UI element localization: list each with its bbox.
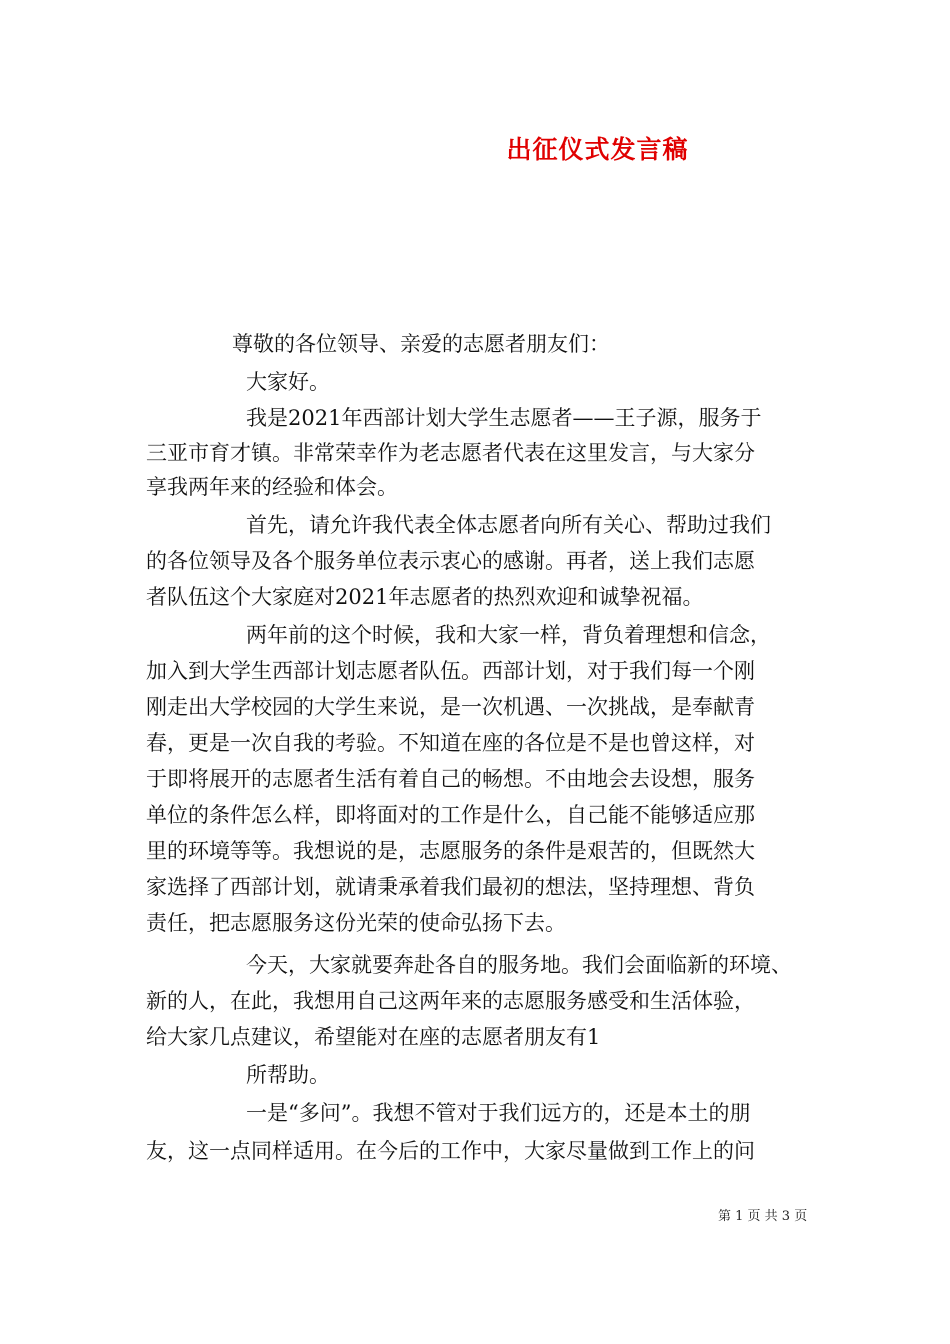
paragraph-line: 友，这一点同样适用。在今后的工作中，大家尽量做到工作上的问 bbox=[146, 1139, 755, 1163]
paragraph-line: 于即将展开的志愿者生活有着自己的畅想。不由地会去设想，服务 bbox=[146, 767, 755, 791]
paragraph-line: 三亚市育才镇。非常荣幸作为老志愿者代表在这里发言，与大家分 bbox=[146, 441, 755, 465]
paragraph-line: 责任，把志愿服务这份光荣的使命弘扬下去。 bbox=[146, 911, 566, 935]
paragraph-line: 加入到大学生西部计划志愿者队伍。西部计划，对于我们每一个刚 bbox=[146, 659, 755, 683]
paragraph-line: 首先，请允许我代表全体志愿者向所有关心、帮助过我们 bbox=[246, 513, 771, 537]
page-number: 第 1 页 共 3 页 bbox=[718, 1209, 808, 1224]
paragraph-line: 者队伍这个大家庭对2021年志愿者的热烈欢迎和诚挚祝福。 bbox=[146, 585, 704, 609]
paragraph-line: 我是2021年西部计划大学生志愿者——王子源，服务于 bbox=[246, 406, 762, 430]
paragraph-line: 所帮助。 bbox=[246, 1063, 330, 1087]
paragraph-line: 春，更是一次自我的考验。不知道在座的各位是不是也曾这样，对 bbox=[146, 731, 755, 755]
paragraph-line: 两年前的这个时候，我和大家一样，背负着理想和信念， bbox=[246, 623, 771, 647]
paragraph-line: 家选择了西部计划，就请秉承着我们最初的想法，坚持理想、背负 bbox=[146, 875, 755, 899]
greeting-line: 大家好。 bbox=[246, 370, 330, 394]
paragraph-line: 刚走出大学校园的大学生来说，是一次机遇、一次挑战，是奉献青 bbox=[146, 695, 755, 719]
salutation-line: 尊敬的各位领导、亲爱的志愿者朋友们： bbox=[232, 332, 610, 356]
paragraph-line: 里的环境等等。我想说的是，志愿服务的条件是艰苦的，但既然大 bbox=[146, 839, 755, 863]
paragraph-line: 新的人，在此，我想用自己这两年来的志愿服务感受和生活体验， bbox=[146, 989, 755, 1013]
paragraph-line: 一是“多问”。我想不管对于我们远方的，还是本土的朋 bbox=[246, 1101, 751, 1125]
paragraph-line: 享我两年来的经验和体会。 bbox=[146, 475, 398, 499]
paragraph-line: 今天，大家就要奔赴各自的服务地。我们会面临新的环境、 bbox=[246, 953, 792, 977]
paragraph-line: 给大家几点建议，希望能对在座的志愿者朋友有1 bbox=[146, 1025, 601, 1049]
document-title: 出征仪式发言稿 bbox=[506, 135, 689, 164]
paragraph-line: 的各位领导及各个服务单位表示衷心的感谢。再者，送上我们志愿 bbox=[146, 549, 755, 573]
paragraph-line: 单位的条件怎么样，即将面对的工作是什么，自己能不能够适应那 bbox=[146, 803, 755, 827]
